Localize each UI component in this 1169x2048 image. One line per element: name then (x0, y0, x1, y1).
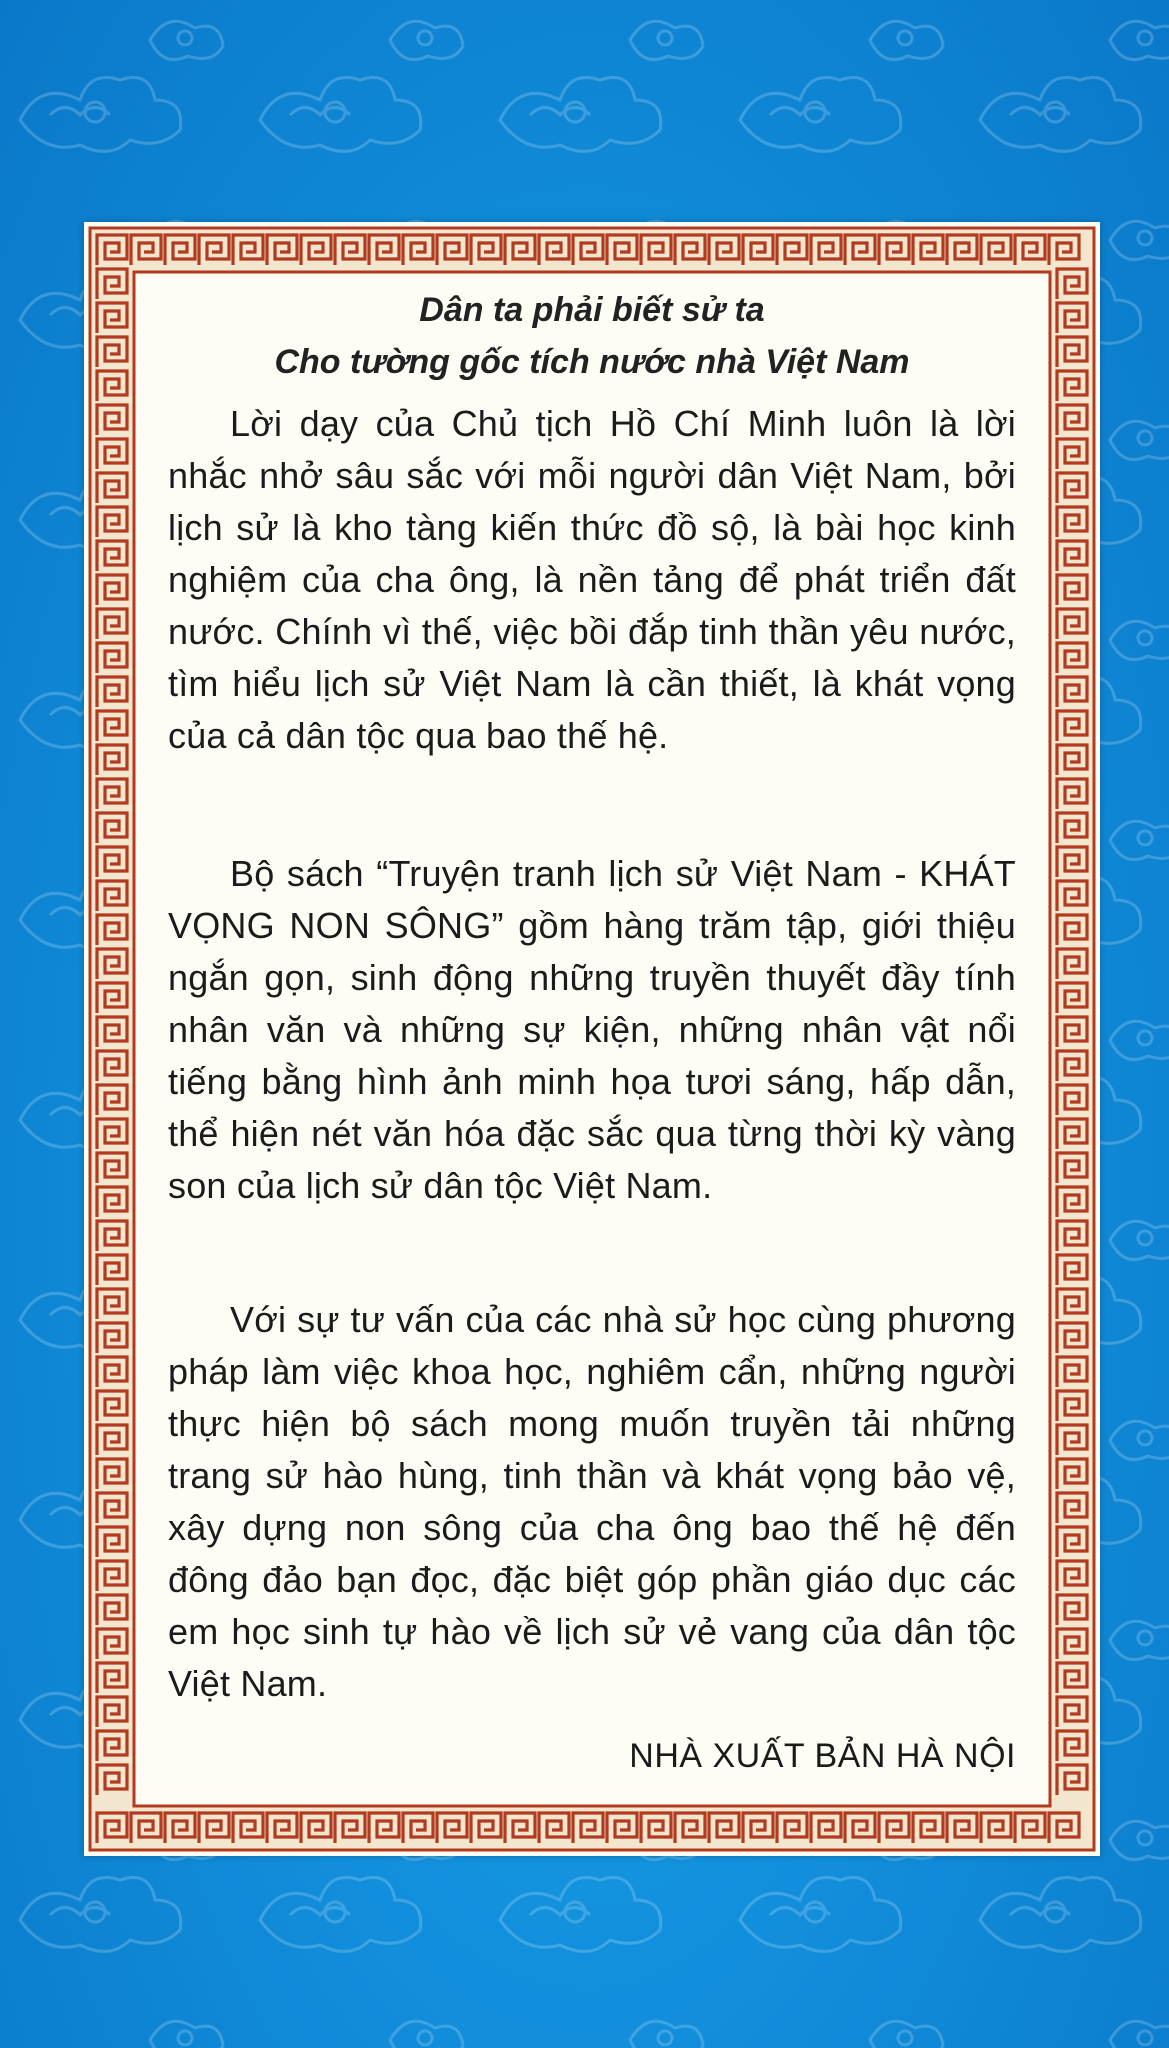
motto (168, 284, 1016, 388)
paragraph-1: Lời dạy của Chủ tịch Hồ Chí Minh luôn là lời nhắc nhở sâu sắc với mỗi người dân Việt Nam, bởi lịch sử là kho tàng kiến thức đồ sộ, là bài học kinh nghiệm của cha ông, là nền tảng để phát triển đất nước. Chính vì thế, việc bồi đắp tinh thần yêu nước, tìm hiểu lịch sử Việt Nam là cần thiết, là khát vọng của cả dân tộc qua bao thế hệ. (168, 403, 1016, 756)
motto-line-2: Cho tường gốc tích nước nhà Việt Nam (274, 343, 910, 381)
publisher-name: NHÀ XUẤT BẢN HÀ NỘI (629, 1737, 1016, 1775)
paragraph-2: Bộ sách “Truyện tranh lịch sử Việt Nam - KHÁT VỌNG NON SÔNG” gồm hàng trăm tập, giới thiệu ngắn gọn, sinh động những truyền thuyết đầy tính nhân văn và những sự kiện, những nhân vật nổi tiếng bằng hình ảnh minh họa tươi sáng, hấp dẫn, thể hiện nét văn hóa đặc sắc qua từng thời kỳ vàng son của lịch sử dân tộc Việt Nam. (168, 853, 1016, 1206)
panel-content (168, 222, 1016, 1856)
paragraph-3: Với sự tư vấn của các nhà sử học cùng phương pháp làm việc khoa học, nghiêm cẩn, những người thực hiện bộ sách mong muốn truyền tải những trang sử hào hùng, tinh thần và khát vọng bảo vệ, xây dựng non sông của cha ông bao thế hệ đến đông đảo bạn đọc, đặc biệt góp phần giáo dục các em học sinh tự hào về lịch sử vẻ vang của dân tộc Việt Nam. (168, 1299, 1016, 1704)
text-panel (84, 222, 1100, 1856)
motto-line-1: Dân ta phải biết sử ta (419, 291, 765, 329)
